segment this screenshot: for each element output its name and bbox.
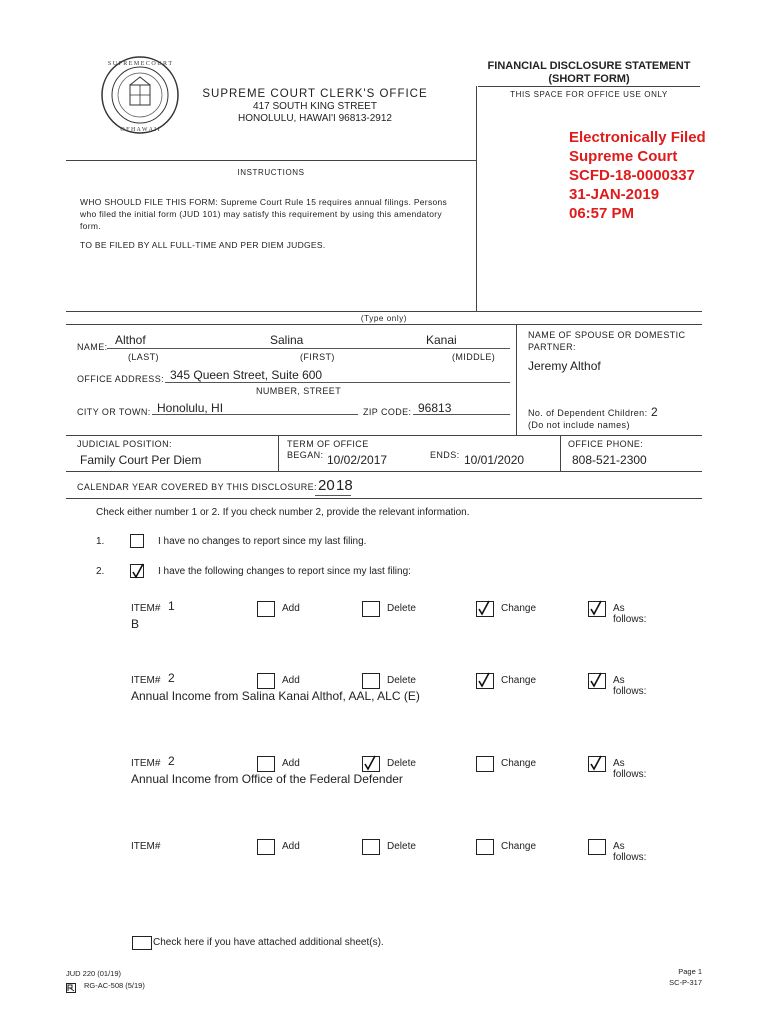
item-label: ITEM# <box>131 841 161 852</box>
city-value[interactable]: Honolulu, HI <box>157 401 224 415</box>
type-only-label: (Type only) <box>360 314 408 323</box>
checkmark-icon <box>477 600 491 616</box>
instructions-judges: TO BE FILED BY ALL FULL-TIME AND PER DIEM JUDGES. <box>80 240 326 250</box>
item-label: ITEM# <box>131 758 161 769</box>
calendar-year[interactable]: 18 <box>336 477 353 494</box>
item-description[interactable]: B <box>131 617 140 631</box>
item-delete-checkbox[interactable] <box>362 673 380 689</box>
item-add-label: Add <box>282 758 300 769</box>
item-change-label: Change <box>501 603 537 614</box>
instructions-text: WHO SHOULD FILE THIS FORM: Supreme Court Rule 15 requires annual filings. Persons who filed the initial form (JUD 101) may satisfy this requirement by using this amendatory form. <box>80 197 448 231</box>
item-change-label: Change <box>501 758 537 769</box>
office-address-value[interactable]: 345 Queen Street, Suite 600 <box>170 368 323 382</box>
dependents-label: No. of Dependent Children: <box>528 408 648 418</box>
page-code: SC-P-317 <box>669 978 702 987</box>
stamp-line-1: Electronically Filed <box>569 129 706 146</box>
item-description[interactable]: Annual Income from Salina Kanai Althof, AAL, ALC (E) <box>131 689 420 703</box>
item-as-follows-checkbox[interactable] <box>588 673 606 689</box>
item-add-checkbox[interactable] <box>257 673 275 689</box>
name-label: NAME: <box>77 342 108 352</box>
rg-icon <box>66 980 76 990</box>
checkmark-icon <box>131 563 145 579</box>
office-address-label: OFFICE ADDRESS: <box>77 374 165 384</box>
instructions-heading: INSTRUCTIONS <box>237 168 305 177</box>
check-instructions: Check either number 1 or 2. If you check number 2, provide the relevant information. <box>96 507 470 518</box>
page-number: Page 1 <box>678 967 702 976</box>
dependents-value[interactable]: 2 <box>651 405 658 419</box>
attached-text: Check here if you have attached additional sheet(s). <box>153 937 384 948</box>
option-1-checkbox[interactable] <box>130 534 144 548</box>
item-as-follows-checkbox[interactable] <box>588 839 606 855</box>
item-delete-label: Delete <box>387 603 416 614</box>
office-name: SUPREME COURT CLERK'S OFFICE <box>202 88 428 100</box>
item-as-follows-label: As follows: <box>613 841 647 863</box>
phone-value[interactable]: 808-521-2300 <box>572 453 647 467</box>
form-title: FINANCIAL DISCLOSURE STATEMENT <box>487 60 691 72</box>
item-add-label: Add <box>282 841 300 852</box>
item-number[interactable]: 1 <box>168 599 175 613</box>
item-delete-label: Delete <box>387 675 416 686</box>
checkmark-icon <box>589 755 603 771</box>
item-change-checkbox[interactable] <box>476 756 494 772</box>
form-number: JUD 220 (01/19) <box>66 969 122 978</box>
phone-label: OFFICE PHONE: <box>568 439 644 449</box>
last-label: (LAST) <box>128 352 159 362</box>
item-add-label: Add <box>282 603 300 614</box>
stamp-line-3: SCFD-18-0000337 <box>569 167 695 184</box>
name-last[interactable]: Althof <box>115 333 146 347</box>
form-subtitle: (SHORT FORM) <box>548 73 630 85</box>
number-street-label: NUMBER, STREET <box>256 386 342 396</box>
city-label: CITY OR TOWN: <box>77 407 151 417</box>
checkmark-icon <box>589 672 603 688</box>
began-label: BEGAN: <box>287 450 324 460</box>
name-middle[interactable]: Kanai <box>426 333 457 347</box>
item-change-checkbox[interactable] <box>476 601 494 617</box>
item-add-checkbox[interactable] <box>257 756 275 772</box>
option-1-number: 1. <box>96 536 105 547</box>
item-change-checkbox[interactable] <box>476 673 494 689</box>
svg-text:S U P R E M E C O U R T: S U P R E M E C O U R T <box>107 61 173 67</box>
item-number[interactable]: 2 <box>168 671 175 685</box>
item-label: ITEM# <box>131 603 161 614</box>
filing-stamp <box>569 128 749 223</box>
item-delete-label: Delete <box>387 841 416 852</box>
checkmark-icon <box>477 672 491 688</box>
first-label: (FIRST) <box>300 352 335 362</box>
option-2-text: I have the following changes to report since my last filing: <box>158 566 411 577</box>
calendar-label: CALENDAR YEAR COVERED BY THIS DISCLOSURE: <box>77 482 317 492</box>
position-label: JUDICIAL POSITION: <box>77 439 172 449</box>
term-label: TERM OF OFFICE <box>287 439 369 449</box>
option-2-number: 2. <box>96 566 105 577</box>
dependents-note: (Do not include names) <box>528 420 630 430</box>
stamp-line-5: 06:57 PM <box>569 205 635 222</box>
item-delete-label: Delete <box>387 758 416 769</box>
spouse-value[interactable]: Jeremy Althof <box>528 359 601 373</box>
option-2-checkbox[interactable] <box>130 564 144 578</box>
option-1-text: I have no changes to report since my last filing. <box>158 536 367 547</box>
office-address-2: HONOLULU, HAWAI'I 96813-2912 <box>237 113 392 124</box>
item-change-label: Change <box>501 675 537 686</box>
item-as-follows-label: As follows: <box>613 675 647 697</box>
item-number[interactable]: 2 <box>168 754 175 768</box>
svg-text:O F H A W A I I: O F H A W A I I <box>120 127 160 133</box>
item-change-label: Change <box>501 841 537 852</box>
stamp-line-4: 31-JAN-2019 <box>569 186 660 203</box>
stamp-line-2: Supreme Court <box>569 148 678 165</box>
spouse-label: NAME OF SPOUSE OR DOMESTIC PARTNER: <box>528 330 686 352</box>
ends-label: ENDS: <box>430 450 460 460</box>
item-delete-checkbox[interactable] <box>362 601 380 617</box>
item-description[interactable]: Annual Income from Office of the Federal Defender <box>131 772 403 786</box>
name-first[interactable]: Salina <box>270 333 304 347</box>
zip-label: ZIP CODE: <box>363 407 412 417</box>
position-value[interactable]: Family Court Per Diem <box>80 453 202 467</box>
item-delete-checkbox[interactable] <box>362 839 380 855</box>
item-change-checkbox[interactable] <box>476 839 494 855</box>
middle-label: (MIDDLE) <box>452 352 496 362</box>
item-as-follows-checkbox[interactable] <box>588 601 606 617</box>
began-value[interactable]: 10/02/2017 <box>327 453 388 467</box>
office-address-1: 417 SOUTH KING STREET <box>253 101 377 112</box>
item-as-follows-label: As follows: <box>613 758 647 780</box>
item-as-follows-label: As follows: <box>613 603 647 625</box>
item-label: ITEM# <box>131 675 161 686</box>
item-add-label: Add <box>282 675 300 686</box>
calendar-prefix: 20 <box>318 477 335 494</box>
rg-code: RG-AC-508 (5/19) <box>84 981 145 990</box>
zip-value[interactable]: 96813 <box>418 401 452 415</box>
ends-value[interactable]: 10/01/2020 <box>464 453 525 467</box>
item-add-checkbox[interactable] <box>257 839 275 855</box>
item-add-checkbox[interactable] <box>257 601 275 617</box>
checkmark-icon <box>363 755 377 771</box>
item-delete-checkbox[interactable] <box>362 756 380 772</box>
office-use-label: THIS SPACE FOR OFFICE USE ONLY <box>510 90 668 99</box>
checkmark-icon <box>589 600 603 616</box>
item-as-follows-checkbox[interactable] <box>588 756 606 772</box>
court-seal <box>100 55 180 135</box>
attached-checkbox[interactable] <box>132 936 152 950</box>
